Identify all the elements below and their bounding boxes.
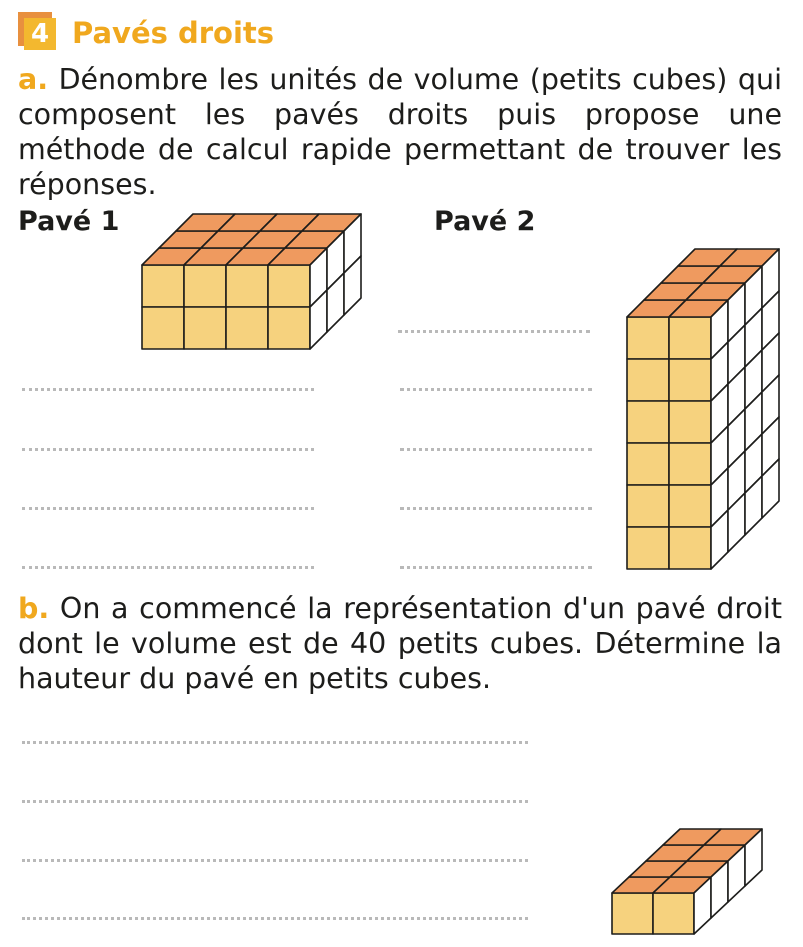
cube-front-face [669,443,711,485]
pave-1-label: Pavé 1 [18,206,120,237]
cube-front-face [184,265,226,307]
incomplete-pave-figure [612,829,762,934]
part-a-text: Dénombre les unités de volume (petits cubes) qui composent les pavés droits puis propose une méthode de calcul rapide permettant de trouver les réponses. [18,63,782,201]
part-b-label: b. [18,592,50,625]
cube-front-face [142,265,184,307]
cube-front-face [627,527,669,569]
cube-front-face [669,401,711,443]
cube-front-face [669,485,711,527]
pave-2-label: Pavé 2 [434,206,536,237]
part-b-text: On a commencé la représentation d'un pavé droit dont le volume est de 40 petits cubes. Détermine la hauteur du pavé en petits cubes. [18,592,782,695]
cube-front-face [142,307,184,349]
cube-front-face [268,307,310,349]
part-a-label: a. [18,63,49,96]
cube-front-face [627,485,669,527]
cube-front-face [669,527,711,569]
cube-front-face [627,359,669,401]
exercise-title: Pavés droits [72,16,275,50]
cube-front-face [627,317,669,359]
pave-1-figure [142,214,361,349]
pave-2-figure [627,249,779,569]
cube-front-face [268,265,310,307]
cube-front-face [669,359,711,401]
exercise-number: 4 [24,18,56,50]
cube-front-face [184,307,226,349]
cube-front-face [612,893,653,934]
cube-front-face [669,317,711,359]
cube-front-face [653,893,694,934]
cube-front-face [627,401,669,443]
cube-front-face [226,265,268,307]
cube-front-face [627,443,669,485]
cube-front-face [226,307,268,349]
